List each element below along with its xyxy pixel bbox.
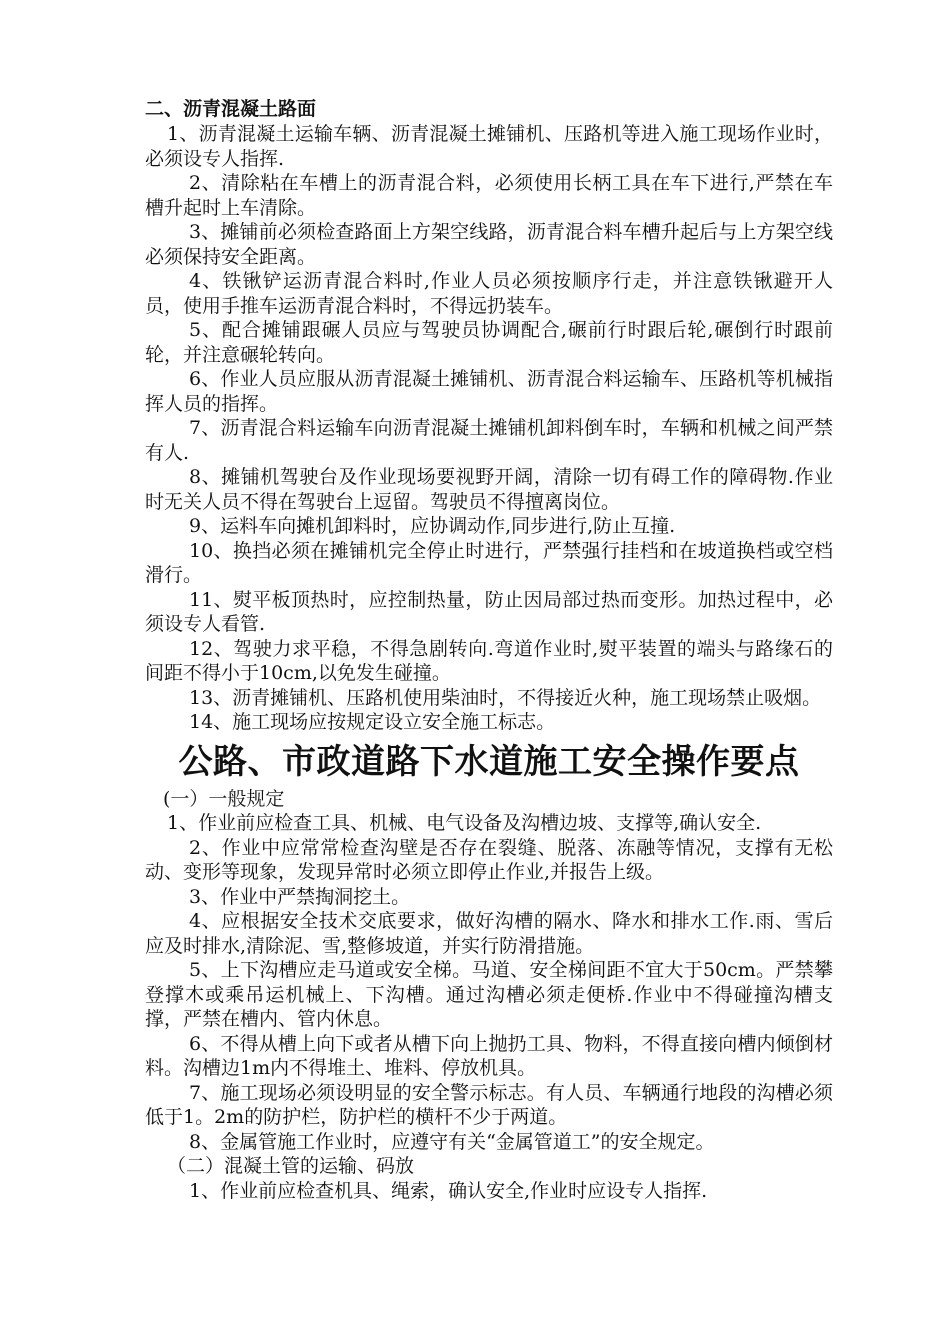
main-title: 公路、市政道路下水道施工安全操作要点 [178,741,800,782]
paragraph-item: 5、配合摊铺跟碾人员应与驾驶员协调配合,碾前行时跟后轮,碾倒行时跟前轮，并注意碾轮转向。 [145,319,833,366]
paragraph-item: 5、上下沟槽应走马道或安全梯。马道、安全梯间距不宜大于50cm。严禁攀登撑木或乘吊运机械上、下沟槽。通过沟槽必须走便桥.作业中不得碰撞沟槽支撑，严禁在槽内、管内休息。 [145,959,833,1030]
paragraph-item: 1、作业前应检查机具、绳索，确认安全,作业时应设专人指挥. [189,1179,708,1202]
paragraph-item: 3、摊铺前必须检查路面上方架空线路，沥青混合料车槽升起后与上方架空线必须保持安全距离。 [145,221,833,268]
paragraph-item: 8、摊铺机驾驶台及作业现场要视野开阔，清除一切有碍工作的障碍物.作业时无关人员不得在驾驶台上逗留。驾驶员不得擅离岗位。 [145,466,833,513]
paragraph-item: 4、应根据安全技术交底要求，做好沟槽的隔水、降水和排水工作.雨、雪后应及时排水,清除泥、雪,整修坡道，并实行防滑措施。 [145,910,833,957]
paragraph-item: 3、作业中严禁掏洞挖土。 [189,885,411,908]
subsection-heading: （二）混凝土管的运输、码放 [167,1155,415,1177]
paragraph-item: 6、作业人员应服从沥青混凝土摊铺机、沥青混合料运输车、压路机等机械指挥人员的指挥。 [145,368,833,415]
subsection-heading: (一）一般规定 [163,787,285,810]
paragraph-item: 7、施工现场必须设明显的安全警示标志。有人员、车辆通行地段的沟槽必须低于1。2m的防护栏，防护栏的横杆不少于两道。 [145,1081,833,1128]
section-heading: 二、沥青混凝土路面 [145,98,317,120]
paragraph-item: 11、熨平板顶热时，应控制热量，防止因局部过热而变形。加热过程中，必须设专人看管. [145,588,833,635]
paragraph-item: 1、作业前应检查工具、机械、电气设备及沟槽边坡、支撑等,确认安全. [167,812,762,834]
paragraph-item: 2、作业中应常常检查沟壁是否存在裂缝、脱落、冻融等情况，支撑有无松动、变形等现象，发现异常时必须立即停止作业,并报告上级。 [145,836,833,883]
document-page [145,96,833,1203]
paragraph-item: 14、施工现场应按规定设立安全施工标志。 [189,711,556,733]
paragraph-item: 7、沥青混合料运输车向沥青混凝土摊铺机卸料倒车时，车辆和机械之间严禁有人. [145,417,833,464]
paragraph-item: 4、铁锹铲运沥青混合料时,作业人员必须按顺序行走，并注意铁锹避开人员，使用手推车运沥青混合料时，不得远扔装车。 [145,270,833,317]
paragraph-item: 12、驾驶力求平稳，不得急剧转向.弯道作业时,熨平装置的端头与路缘石的间距不得小于10cm,以免发生碰撞。 [145,637,833,684]
paragraph-item: 10、换挡必须在摊铺机完全停止时进行，严禁强行挂档和在坡道换档或空档滑行。 [145,539,833,586]
paragraph-item: 9、运料车向摊机卸料时，应协调动作,同步进行,防止互撞. [189,515,676,537]
paragraph-item: 1、沥青混凝土运输车辆、沥青混凝土摊铺机、压路机等进入施工现场作业时，必须设专人指挥. [145,123,833,170]
paragraph-item: 8、金属管施工作业时，应遵守有关“金属管道工”的安全规定。 [189,1130,715,1153]
paragraph-item: 2、清除粘在车槽上的沥青混合料，必须使用长柄工具在车下进行,严禁在车槽升起时上车清除。 [145,172,833,219]
paragraph-item: 6、不得从槽上向下或者从槽下向上抛扔工具、物料，不得直接向槽内倾倒材料。沟槽边1m内不得堆土、堆料、停放机具。 [145,1032,833,1079]
paragraph-item: 13、沥青摊铺机、压路机使用柴油时，不得接近火种，施工现场禁止吸烟。 [189,686,822,709]
